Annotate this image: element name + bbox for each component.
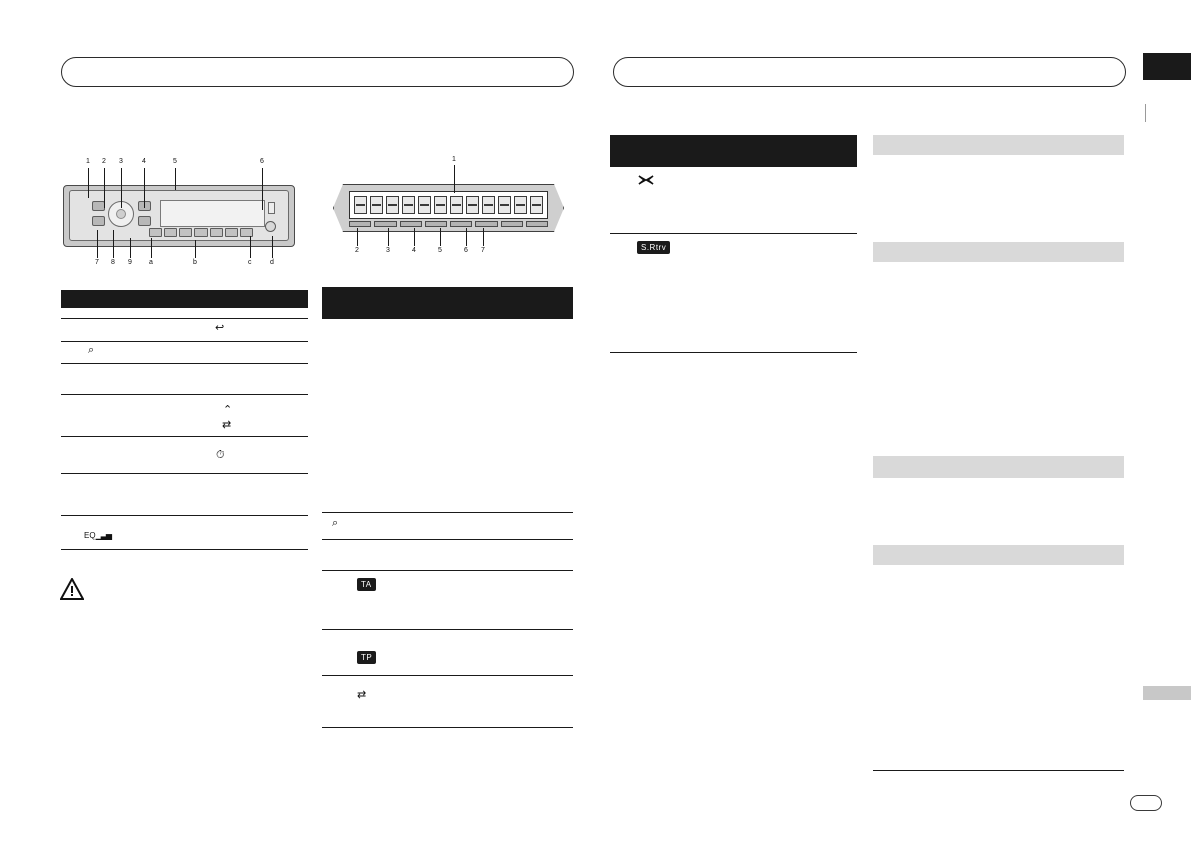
- left-table-rule-4: [61, 394, 308, 395]
- mid-table-rule-1: [322, 512, 573, 513]
- display-segment: [354, 196, 367, 214]
- indicator-cell: [374, 221, 396, 227]
- back-arrow-icon: ↩: [215, 322, 225, 334]
- preset-button-3: [179, 228, 192, 237]
- left-table-rule-5: [61, 436, 308, 437]
- eject-button: [268, 202, 275, 214]
- mid-search-icon: ⌕: [332, 517, 339, 529]
- left-table-rule-6: [61, 473, 308, 474]
- preset-button-4: [194, 228, 207, 237]
- display-leader-2: [357, 228, 358, 246]
- callout-top-3: 3: [119, 158, 123, 165]
- preset-button-6: [225, 228, 238, 237]
- mid-table-rule-4: [322, 629, 573, 630]
- page-side-tab-bottom: [1143, 686, 1191, 700]
- leader-line-1: [88, 168, 89, 198]
- callout-bottom-10: a: [149, 259, 153, 266]
- right-edge-rule: [1145, 104, 1146, 122]
- right-right-heading-2: [873, 242, 1124, 262]
- shuffle-icon: [638, 174, 654, 186]
- display-segment: [530, 196, 543, 214]
- ta-indicator-chip: TA: [357, 578, 376, 591]
- preset-button-7: [240, 228, 253, 237]
- display-segment: [418, 196, 431, 214]
- indicator-cell: [450, 221, 472, 227]
- display-segment: [482, 196, 495, 214]
- mid-table-rule-6: [322, 727, 573, 728]
- right-left-section-bar: [610, 135, 857, 167]
- leader-line-9: [130, 238, 131, 258]
- clock-icon: ⏱: [216, 449, 225, 461]
- display-leader-7: [483, 228, 484, 246]
- display-leader-5: [440, 228, 441, 246]
- right-left-rule-2: [610, 352, 857, 353]
- repeat-icon: ⇄: [222, 419, 232, 431]
- tp-indicator-chip: TP: [357, 651, 376, 664]
- leader-line-7: [97, 230, 98, 258]
- display-segment: [514, 196, 527, 214]
- callout-top-6: 6: [260, 158, 264, 165]
- display-segment-area: [349, 191, 548, 219]
- display-callout-3: 3: [386, 247, 390, 254]
- display-leader-6: [466, 228, 467, 246]
- leader-line-11: [195, 240, 196, 258]
- indicator-cell: [501, 221, 523, 227]
- left-table-rule-8: [61, 549, 308, 550]
- display-callout-2: 2: [355, 247, 359, 254]
- left-table-rule-3: [61, 363, 308, 364]
- callout-top-1: 1: [86, 158, 90, 165]
- callout-top-5: 5: [173, 158, 177, 165]
- display-leader-3: [388, 228, 389, 246]
- leader-line-4: [144, 168, 145, 208]
- display-callout-7: 7: [481, 247, 485, 254]
- display-callout-6: 6: [464, 247, 468, 254]
- leader-line-12: [250, 236, 251, 258]
- callout-bottom-8: 8: [111, 259, 115, 266]
- display-callout-5: 5: [438, 247, 442, 254]
- mid-section-bar: [322, 287, 573, 319]
- page-number-pill: [1130, 795, 1162, 811]
- mid-table-rule-2: [322, 539, 573, 540]
- volume-knob: [265, 221, 276, 232]
- right-button-lower: [138, 216, 151, 226]
- page-side-tab-top: [1143, 53, 1191, 80]
- callout-bottom-13: d: [270, 259, 274, 266]
- indicator-cell: [349, 221, 371, 227]
- display-segment: [434, 196, 447, 214]
- right-right-heading-4: [873, 545, 1124, 565]
- display-segment: [370, 196, 383, 214]
- display-segment: [386, 196, 399, 214]
- leader-line-13: [272, 236, 273, 258]
- up-chevron-icon: ⌃: [223, 404, 233, 416]
- display-callout-1: 1: [452, 156, 456, 163]
- callout-top-2: 2: [102, 158, 106, 165]
- display-leader-1: [454, 165, 455, 193]
- leader-line-10: [151, 238, 152, 258]
- preset-button-2: [164, 228, 177, 237]
- display-segment: [402, 196, 415, 214]
- mid-table-rule-3: [322, 570, 573, 571]
- eq-icon: EQ▁▃▅: [84, 531, 112, 540]
- mid-repeat-icon: ⇄: [357, 689, 367, 701]
- preset-button-1: [149, 228, 162, 237]
- left-table-rule-7: [61, 515, 308, 516]
- right-right-rule-bottom: [873, 770, 1124, 771]
- preset-button-5: [210, 228, 223, 237]
- indicator-cell: [425, 221, 447, 227]
- preset-button-row: [149, 228, 253, 237]
- left-page-header-box: [61, 57, 574, 87]
- display-leader-4: [414, 228, 415, 246]
- right-left-rule-1: [610, 233, 857, 234]
- search-icon: ⌕: [88, 344, 95, 356]
- display-segment: [466, 196, 479, 214]
- callout-bottom-12: c: [248, 259, 252, 266]
- callout-bottom-7: 7: [95, 259, 99, 266]
- leader-line-2: [104, 168, 105, 208]
- warning-triangle-icon: [60, 578, 84, 600]
- right-right-heading-1: [873, 135, 1124, 155]
- callout-bottom-11: b: [193, 259, 197, 266]
- sound-retriever-chip: S.Rtrv: [637, 241, 670, 254]
- indicator-cell: [400, 221, 422, 227]
- left-button-lower: [92, 216, 105, 226]
- indicator-cell: [526, 221, 548, 227]
- left-table-rule-2: [61, 341, 308, 342]
- left-table-rule-1: [61, 318, 308, 319]
- right-page-header-box: [613, 57, 1126, 87]
- leader-line-8: [113, 230, 114, 258]
- head-unit-display: [160, 200, 265, 227]
- display-segment: [450, 196, 463, 214]
- left-table-header-bar: [61, 290, 308, 308]
- indicator-cell: [475, 221, 497, 227]
- display-indicator-row: [349, 221, 548, 227]
- display-callout-4: 4: [412, 247, 416, 254]
- callout-top-4: 4: [142, 158, 146, 165]
- callout-bottom-9: 9: [128, 259, 132, 266]
- display-figure: [333, 184, 564, 232]
- leader-line-3: [121, 168, 122, 208]
- leader-line-5: [175, 168, 176, 190]
- right-right-heading-3: [873, 456, 1124, 478]
- display-segment: [498, 196, 511, 214]
- mid-table-rule-5: [322, 675, 573, 676]
- leader-line-6: [262, 168, 263, 210]
